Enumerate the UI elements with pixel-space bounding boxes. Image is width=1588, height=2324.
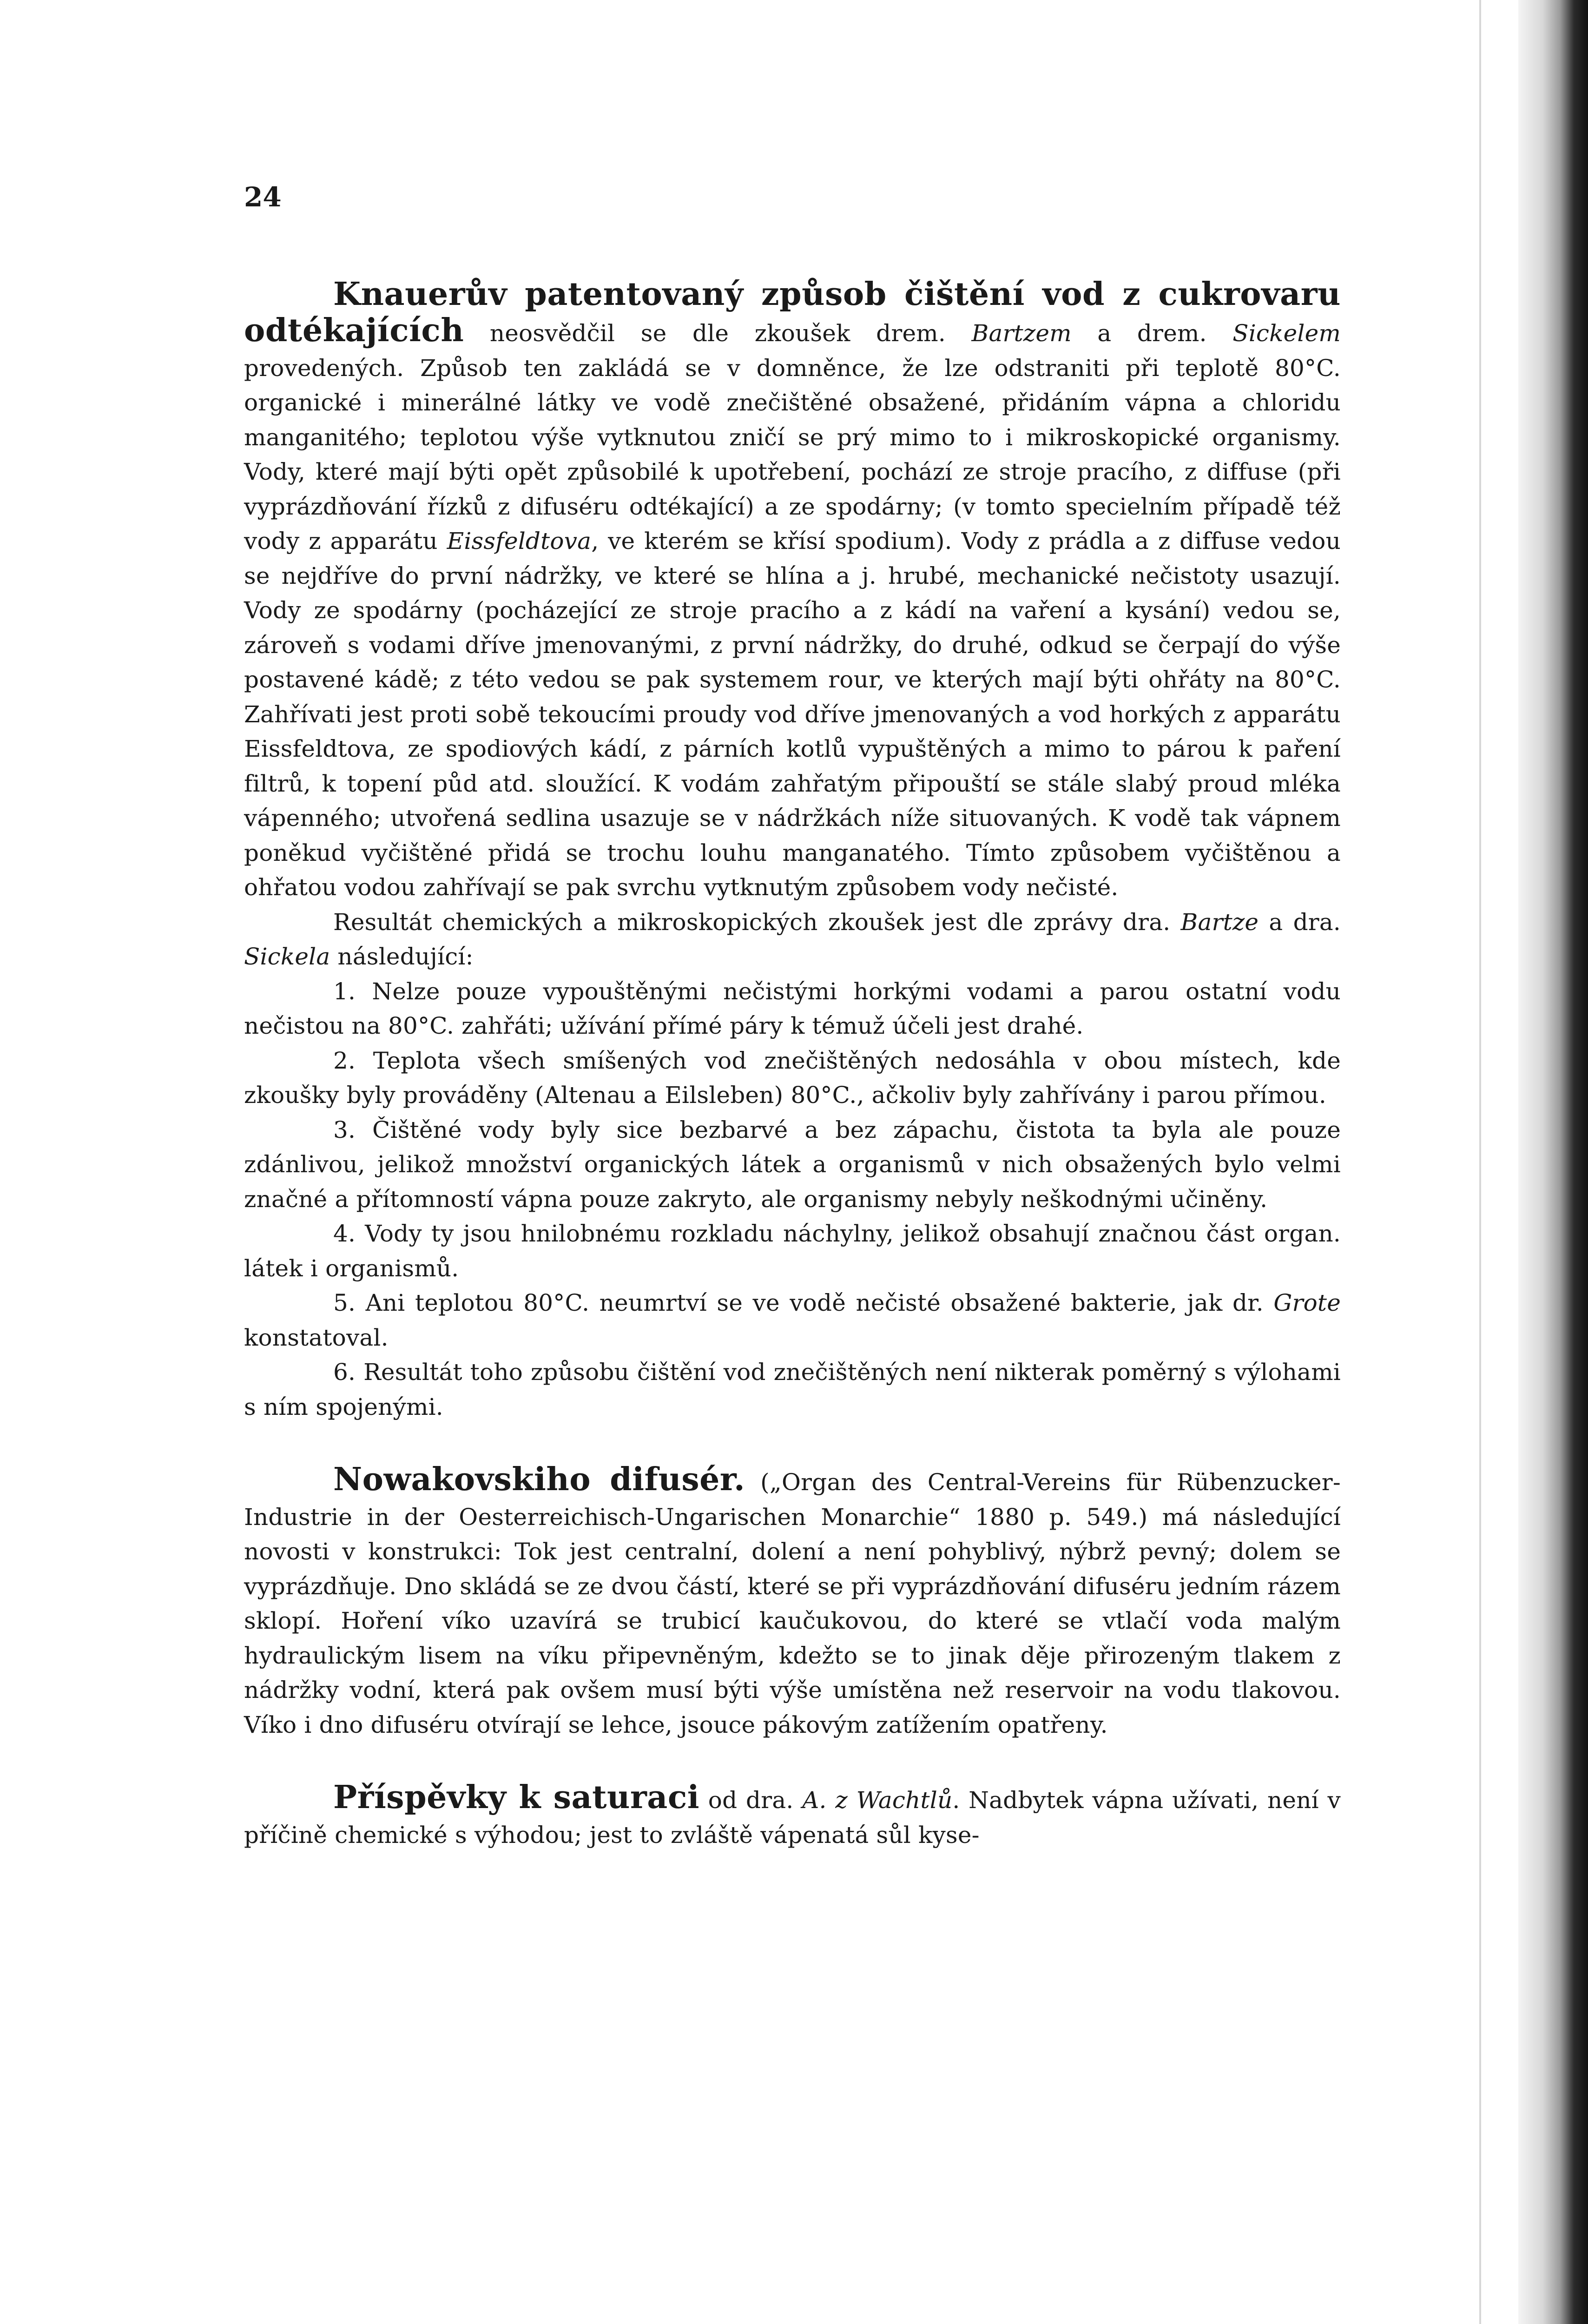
scan-fold-line (1479, 0, 1481, 2324)
list-item-5 (244, 1286, 1341, 1355)
section-heading-nowakovski: Nowakovskiho difusér. (333, 1461, 745, 1498)
list-item-6: 6. Resultát toho způsobu čištění vod znečištěných není nikterak poměrný s výlohami s ním spojenými. (244, 1359, 1341, 1420)
list-item-1: 1. Nelze pouze vypouštěnými nečistými horkými vodami a parou ostatní vodu nečistou na 80°C. zahřáti; užívání přímé páry k témuž účeli jest drahé. (244, 977, 1341, 1039)
paragraph-nowakovski (244, 1462, 1341, 1742)
text-run: , ve kterém se křísí spodium). Vody z prádla a z diffuse vedou se nejdříve do první nádržky, ve které se hlína a j. hrubé, mechanické nečistoty usazují. Vody ze spodárny (pocházející ze stroje pracího a z kádí na vaření a kysání) vedou se, zároveň s vodami dříve jmenovanými, z první nádržky, do druhé, odkud se čerpají do výše postavené kádě; z této vedou se pak systemem rour, ve kterých mají býti ohřáty na 80°C. Zahřívati jest proti sobě tekoucími proudy vod dříve jmenovaných a vod horkých z apparátu Eissfeldtova, ze spodiových kádí, z párních kotlů vypuštěných a mimo to párou k paření filtrů, k topení půd atd. sloužící. K vodám zahřatým připouští se stále slabý proud mléka vápenného; utvořená sedlina usazuje se v nádržkách níže situovaných. K vodě tak vápnem poněkud vyčištěné přidá se trochu louhu manganatého. Tímto způsobem vyčištěnou a ohřatou vodou zahřívají se pak svrchu vytknutým způsobem vody nečisté. (244, 528, 1341, 901)
text-run: provedených. Způsob ten zakládá se v domněnce, že lze odstraniti při teplotě 80°C. organické i minerálné látky ve vodě znečištěné obsažené, přidáním vápna a chloridu manganitého; teplotou výše vytknutou zničí se prý mimo to i mikroskopické organismy. Vody, které mají býti opět způsobilé k upotřebení, pochází ze stroje pracího, z diffuse (při vyprázdňování řízků z difuséru odtékající) a ze spodárny; (v tomto specielním případě též vody z apparátu (244, 354, 1341, 555)
paragraph-results-intro (244, 905, 1341, 974)
person-name: Sickelem (1232, 320, 1341, 347)
section-gap (244, 1424, 1341, 1462)
paragraph-knauer-method (244, 313, 1341, 905)
list-item-4: 4. Vody ty jsou hnilobnému rozkladu náchylny, jelikož obsahují značnou část organ. látek i organismů. (244, 1220, 1341, 1282)
person-name: Sickela (244, 943, 330, 970)
text-run: od dra. (699, 1787, 803, 1814)
section-gap (244, 1742, 1341, 1780)
text-run: 5. Ani teplotou 80°C. neumrtví se ve vodě nečisté obsažené bakterie, jak dr. (333, 1289, 1274, 1316)
text-run: a dra. (1259, 908, 1341, 936)
text-run: neosvědčil se dle zkoušek drem. (464, 320, 972, 347)
section-heading-saturace: Příspěvky k saturaci (333, 1779, 700, 1816)
section-knauer (244, 276, 1341, 1424)
section-heading-line1 (244, 276, 1341, 313)
text-run: („Organ des Central-Vereins für Rübenzucker-Industrie in der Oesterreichisch-Ungarischen Monarchie“ 1880 p. 549.) má následující novosti v konstrukci: Tok jest centralní, dolení a není pohyblivý, nýbrž pevný; dolem se vyprázdňuje. Dno skládá se ze dvou částí, které se při vyprázdňování difuséru jedním rázem sklopí. Hoření víko uzavírá se trubicí kaučukovou, do které se vtlačí voda malým hydraulickým lisem na víku připevněným, kdežto se to jinak děje přirozeným tlakem z nádržky vodní, která pak ovšem musí býti výše umístěna než reservoir na vodu tlakovou. Víko i dno difuséru otvírají se lehce, jsouce pákovým zatížením opatřeny. (244, 1469, 1341, 1738)
author-name: A. z Wachtlů (802, 1787, 953, 1814)
section-heading-continuation: odtékajících (244, 312, 464, 349)
person-name: Eissfeldtova (447, 528, 592, 555)
person-name: Bartzem (971, 320, 1072, 347)
text-run: konstatoval. (244, 1324, 389, 1351)
page-number: 24 (244, 181, 282, 213)
person-name: Bartze (1180, 908, 1259, 936)
person-name: Grote (1273, 1289, 1341, 1316)
page (244, 181, 1341, 1852)
paragraph-saturace (244, 1780, 1341, 1852)
text-run: a drem. (1071, 320, 1233, 347)
text-run: následující: (330, 943, 474, 970)
list-item-2: 2. Teplota všech smíšených vod znečištěných nedosáhla v obou místech, kde zkoušky byly prováděny (Altenau a Eilsleben) 80°C., ačkoliv byly zahřívány i parou přímou. (244, 1047, 1341, 1109)
text-run: . Nadbytek vápna užívati, není v příčině chemické s výhodou; jest to zvláště vápenatá sůl kyse- (244, 1787, 1341, 1849)
scan-edge-shadow (1518, 0, 1588, 2324)
list-item-3: 3. Čištěné vody byly sice bezbarvé a bez zápachu, čistota ta byla ale pouze zdánlivou, jelikož množství organických látek a organismů v nich obsažených bylo velmi značné a přítomností vápna pouze zakryto, ale organismy nebyly neškodnými učiněny. (244, 1116, 1341, 1213)
section-heading-knauer: Knauerův patentovaný způsob čištění vod z cukrovaru (333, 276, 1341, 313)
text-run: Resultát chemických a mikroskopických zkoušek jest dle zprávy dra. (333, 908, 1181, 936)
